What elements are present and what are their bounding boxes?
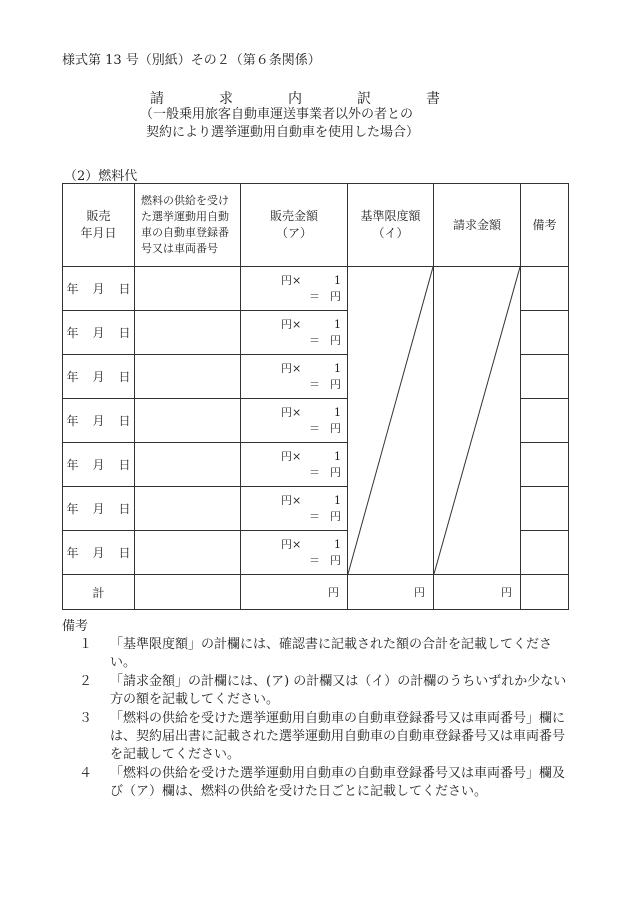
total-sales-yen[interactable]: 円 <box>241 575 348 610</box>
total-label: 計 <box>63 575 135 610</box>
yen-times-label: 円× <box>281 493 302 507</box>
yen-label: 円 <box>330 333 341 347</box>
vehicle-number-cell[interactable] <box>135 399 241 443</box>
sales-amount-cell[interactable] <box>241 531 348 575</box>
header-remarks: 備考 <box>521 184 569 267</box>
month-label: 月 <box>92 370 105 384</box>
table-header-row <box>63 184 569 267</box>
equals-sign: ＝ <box>309 377 320 391</box>
year-label: 年 <box>66 546 79 560</box>
total-claim-yen[interactable]: 円 <box>434 575 521 610</box>
total-limit-yen[interactable]: 円 <box>348 575 434 610</box>
header-text: 年月日 <box>80 226 117 240</box>
header-sales-date <box>63 184 135 267</box>
day-label: 日 <box>118 458 131 472</box>
yen-label: 円 <box>330 421 341 435</box>
claim-amount-diagonal <box>434 267 521 575</box>
multiplier-value: 1 <box>334 493 341 507</box>
yen-times-label: 円× <box>281 273 302 287</box>
year-label: 年 <box>66 414 79 428</box>
header-text: 車の自動車登録番 <box>141 226 229 239</box>
yen-times-label: 円× <box>281 405 302 419</box>
remarks-cell[interactable] <box>521 531 569 575</box>
equals-sign: ＝ <box>309 421 320 435</box>
equals-sign: ＝ <box>309 465 320 479</box>
yen-label: 円 <box>330 289 341 303</box>
yen-times-label: 円× <box>281 317 302 331</box>
sales-amount-cell[interactable] <box>241 487 348 531</box>
multiplier-value: 1 <box>334 317 341 331</box>
table-row <box>63 267 569 311</box>
note-number: １ <box>78 637 92 652</box>
total-row <box>63 575 569 610</box>
yen-times-label: 円× <box>281 449 302 463</box>
sales-date-cell[interactable] <box>63 487 135 531</box>
multiplier-value: 1 <box>334 361 341 375</box>
remarks-cell[interactable] <box>521 399 569 443</box>
sales-date-cell[interactable] <box>63 355 135 399</box>
month-label: 月 <box>92 326 105 340</box>
header-text: 基準限度額 <box>360 209 421 223</box>
remarks-cell[interactable] <box>521 355 569 399</box>
page-title <box>150 88 440 108</box>
notes-heading: 備考 <box>62 619 89 634</box>
day-label: 日 <box>118 282 131 296</box>
vehicle-number-cell[interactable] <box>135 267 241 311</box>
vehicle-number-cell[interactable] <box>135 487 241 531</box>
sales-amount-cell[interactable] <box>241 355 348 399</box>
sales-date-cell[interactable] <box>63 399 135 443</box>
note-item <box>62 710 572 764</box>
day-label: 日 <box>118 326 131 340</box>
diagonal-strike <box>348 267 433 574</box>
header-vehicle-number <box>135 184 241 267</box>
header-text: 号又は車両番号 <box>141 242 218 255</box>
vehicle-number-cell[interactable] <box>135 311 241 355</box>
note-item <box>62 673 572 709</box>
note-item <box>62 765 572 801</box>
sales-amount-cell[interactable] <box>241 267 348 311</box>
section-label: （2）燃料代 <box>64 169 138 184</box>
diagonal-strike <box>434 267 520 574</box>
limit-amount-diagonal <box>348 267 434 575</box>
header-text: （ア） <box>275 226 312 240</box>
remarks-cell[interactable] <box>521 267 569 311</box>
subtitle-line: （一般乗用旅客自動車運送事業者以外の者との <box>140 107 414 122</box>
sales-date-cell[interactable] <box>63 531 135 575</box>
vehicle-number-cell[interactable] <box>135 355 241 399</box>
note-number: ３ <box>78 711 92 726</box>
sales-date-cell[interactable] <box>63 443 135 487</box>
notes-list <box>62 636 572 802</box>
header-text: 販売 <box>86 209 111 223</box>
header-claim-amount: 請求金額 <box>434 184 521 267</box>
day-label: 日 <box>118 414 131 428</box>
vehicle-number-cell[interactable] <box>135 443 241 487</box>
multiplier-value: 1 <box>334 405 341 419</box>
note-number: ４ <box>78 766 92 781</box>
fuel-cost-table <box>62 183 569 610</box>
equals-sign: ＝ <box>309 289 320 303</box>
remarks-cell[interactable] <box>521 443 569 487</box>
title-char: 訳 <box>357 91 371 107</box>
year-label: 年 <box>66 458 79 472</box>
remarks-cell[interactable] <box>521 311 569 355</box>
form-number: 様式第 13 号（別紙）その２（第６条関係） <box>62 53 321 68</box>
note-text: 「燃料の供給を受けた選挙運動用自動車の自動車登録番号又は車両番号」欄には、契約届出書に記載された選挙運動用自動車の自動車登録番号又は車両番号を記載してください。 <box>110 711 566 762</box>
month-label: 月 <box>92 414 105 428</box>
equals-sign: ＝ <box>309 333 320 347</box>
month-label: 月 <box>92 282 105 296</box>
vehicle-number-cell[interactable] <box>135 531 241 575</box>
yen-label: 円 <box>330 465 341 479</box>
note-text: 「燃料の供給を受けた選挙運動用自動車の自動車登録番号又は車両番号」欄及び（ア）欄は、燃料の供給を受けた日ごとに記載してください。 <box>110 766 566 799</box>
sales-amount-cell[interactable] <box>241 399 348 443</box>
month-label: 月 <box>92 458 105 472</box>
header-text: た選挙運動用自動 <box>141 210 229 223</box>
yen-times-label: 円× <box>281 537 302 551</box>
note-number: ２ <box>78 674 92 689</box>
title-char: 内 <box>288 91 302 107</box>
note-item <box>62 636 572 672</box>
multiplier-value: 1 <box>334 537 341 551</box>
title-char: 書 <box>426 91 440 107</box>
subtitle <box>140 106 419 142</box>
total-vehicle-cell <box>135 575 241 610</box>
note-text: 「請求金額」の計欄には、(ア) の計欄又は（イ）の計欄のうちいずれか少ない方の額を記載してください。 <box>110 674 567 707</box>
yen-label: 円 <box>330 509 341 523</box>
year-label: 年 <box>66 502 79 516</box>
multiplier-value: 1 <box>334 273 341 287</box>
sales-amount-cell[interactable] <box>241 311 348 355</box>
header-text: 燃料の供給を受け <box>141 194 229 207</box>
header-text: （イ） <box>372 226 409 240</box>
day-label: 日 <box>118 502 131 516</box>
year-label: 年 <box>66 282 79 296</box>
month-label: 月 <box>92 502 105 516</box>
day-label: 日 <box>118 546 131 560</box>
sales-amount-cell[interactable] <box>241 443 348 487</box>
equals-sign: ＝ <box>309 553 320 567</box>
equals-sign: ＝ <box>309 509 320 523</box>
remarks-cell[interactable] <box>521 487 569 531</box>
header-text: 販売金額 <box>269 209 318 223</box>
title-char: 求 <box>219 91 233 107</box>
month-label: 月 <box>92 546 105 560</box>
yen-label: 円 <box>330 377 341 391</box>
subtitle-line: 契約により選挙運動用自動車を使用した場合） <box>146 125 420 140</box>
year-label: 年 <box>66 326 79 340</box>
year-label: 年 <box>66 370 79 384</box>
yen-times-label: 円× <box>281 361 302 375</box>
sales-date-cell[interactable] <box>63 311 135 355</box>
note-text: 「基準限度額」の計欄には、確認書に記載された額の合計を記載してください。 <box>110 637 553 670</box>
multiplier-value: 1 <box>334 449 341 463</box>
header-sales-amount <box>241 184 348 267</box>
yen-label: 円 <box>330 553 341 567</box>
total-remarks-cell[interactable] <box>521 575 569 610</box>
title-char: 請 <box>150 91 164 107</box>
header-limit-amount <box>348 184 434 267</box>
sales-date-cell[interactable] <box>63 267 135 311</box>
day-label: 日 <box>118 370 131 384</box>
